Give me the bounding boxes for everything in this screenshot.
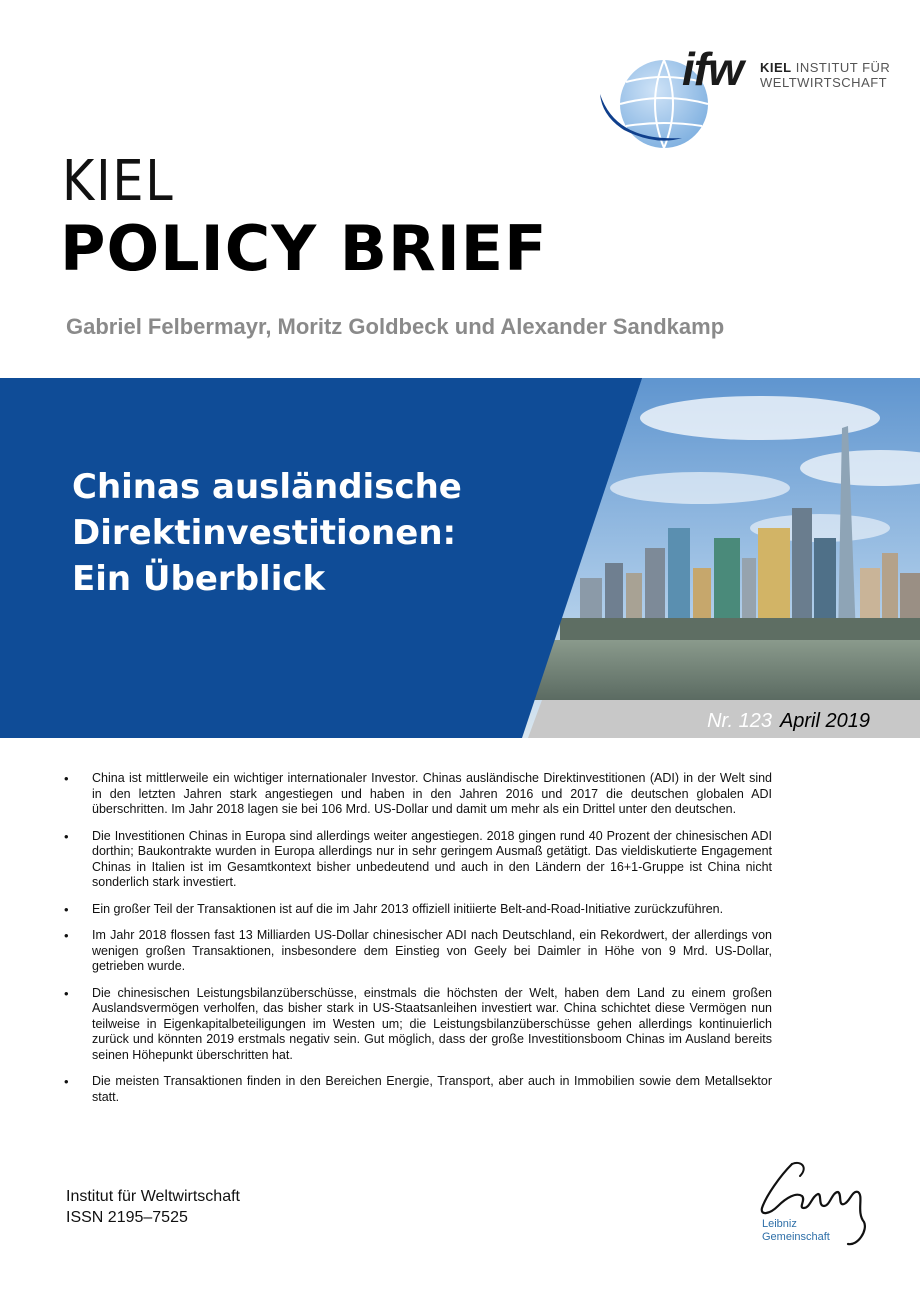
- institute-name: Institut für Weltwirtschaft: [66, 1188, 240, 1205]
- title-banner: [0, 378, 920, 738]
- bullet-item: • Ein großer Teil der Transaktionen ist auf die im Jahr 2013 offiziell initiierte Belt-and-Road-Initiative zurückzuführen.: [60, 902, 772, 918]
- issue-number: Nr. 123: [707, 710, 772, 732]
- leibniz-wordmark: [762, 1218, 830, 1244]
- bullet-item: • China ist mittlerweile ein wichtiger internationaler Investor. Chinas ausländische Direktinvestitionen (ADI) in der Welt sind in den letzten Jahren stark angestiegen und haben in den Jahren 2016 und 2017 die deutschen globalen ADI überschritten. Im Jahr 2018 lagen sie bei 106 Mrd. US-Dollar und damit um mehr als ein Drittel unter den deutschen.: [60, 771, 772, 818]
- ifw-mark: ifw: [682, 43, 743, 95]
- issue-info: [707, 708, 870, 734]
- logo-line2: WELTWIRTSCHAFT: [760, 75, 888, 90]
- publisher-info: [66, 1186, 240, 1228]
- policy-brief-title: [72, 464, 552, 602]
- bullet-item: • Im Jahr 2018 flossen fast 13 Milliarden US-Dollar chinesischer ADI nach Deutschland, ein Rekordwert, der allerdings von wenigen großen Transaktionen, insbesondere dem Einstieg von Geely bei Daimler in Höhe von 9 Mrd. US-Dollar, getrieben wurde.: [60, 928, 772, 975]
- title-line: Chinas ausländische: [72, 467, 462, 507]
- leibniz-line1: Leibniz: [762, 1218, 797, 1230]
- title-line: Ein Überblick: [72, 559, 326, 599]
- bullet-item: • Die meisten Transaktionen finden in den Bereichen Energie, Transport, aber auch in Immobilien sowie dem Metallsektor statt.: [60, 1074, 772, 1105]
- series-title-bottom: POLICY BRIEF: [60, 212, 548, 285]
- authors: Gabriel Felbermayr, Moritz Goldbeck und Alexander Sandkamp: [66, 314, 725, 339]
- logo-line1-bold: KIEL: [760, 60, 792, 75]
- issue-date: April 2019: [779, 710, 870, 732]
- ifw-logo: [596, 42, 906, 162]
- leibniz-logo: [752, 1156, 882, 1256]
- bullet-item: • Die chinesischen Leistungsbilanzüberschüsse, einstmals die höchsten der Welt, haben dem Land zu einem großen Auslandsvermögen verholfen, das bisher stark in US-Staatsanleihen investiert war. China schichtet diese Vermögen nun teilweise in Eigenkapitalbeteiligungen im Westen um; die Leistungsbilanzüberschüsse gehen allerdings kontinuierlich zurück und könnten 2019 erstmals negativ sein. Gut möglich, dass der große Investitionsboom Chinas im Ausland bereits seinen Höhepunkt überschritten hat.: [60, 986, 772, 1064]
- summary-bullets: [60, 771, 772, 1116]
- issn: ISSN 2195–7525: [66, 1209, 188, 1226]
- series-title-top: KIEL: [62, 149, 175, 214]
- leibniz-line2: Gemeinschaft: [762, 1231, 830, 1243]
- logo-wordmark: [760, 60, 890, 90]
- bullet-item: • Die Investitionen Chinas in Europa sind allerdings weiter angestiegen. 2018 gingen rund 40 Prozent der chinesischen ADI dorthin; Baukontrakte wurden in Europa allerdings nur in sehr geringem Ausmaß getätigt. Das vieldiskutierte Engagement Chinas in Italien ist im Gesamtkontext bisher unbedeutend und auch in den Ländern der 16+1-Gruppe ist China nicht sonderlich stark investiert.: [60, 829, 772, 891]
- title-line: Direktinvestitionen:: [72, 513, 457, 553]
- logo-line1-rest: INSTITUT FÜR: [791, 60, 891, 75]
